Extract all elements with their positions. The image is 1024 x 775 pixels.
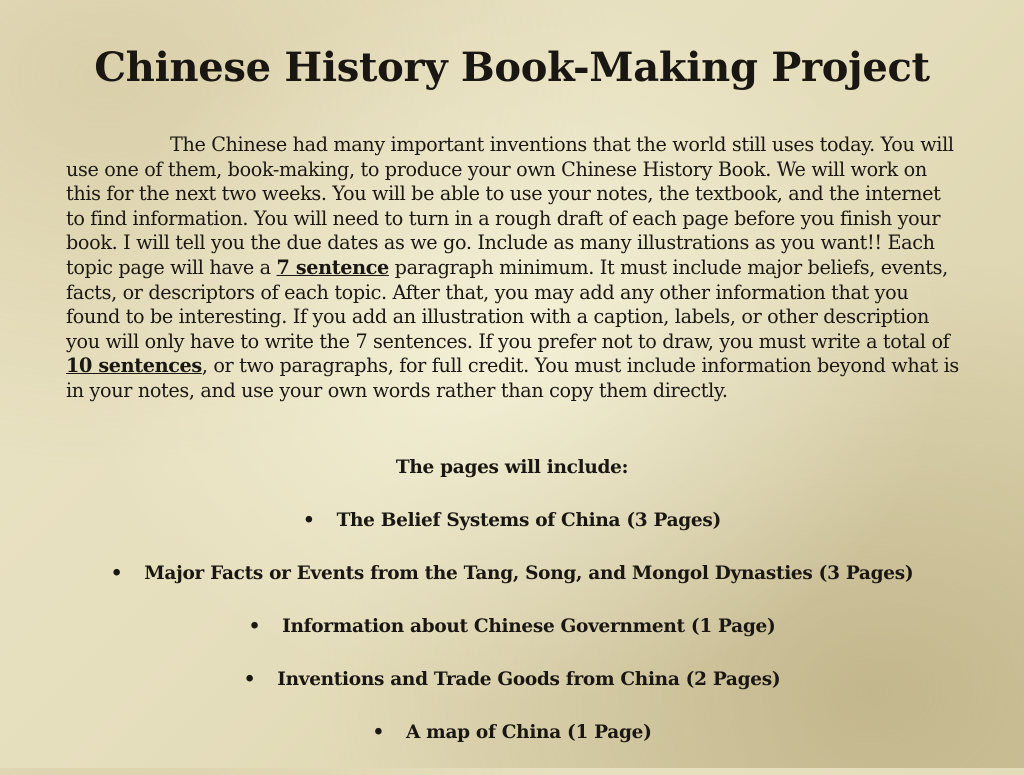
list-item — [0, 563, 1024, 616]
pages-list — [0, 510, 1024, 775]
list-item-label: The Belief Systems of China (3 Pages) — [336, 510, 721, 531]
list-item — [0, 616, 1024, 669]
list-item — [0, 510, 1024, 563]
bullet-icon: • — [372, 722, 384, 743]
list-item-label: A map of China (1 Page) — [405, 722, 652, 743]
instructions-text-part-2: paragraph minimum. It must include major beliefs, events, facts, or descriptors of each topic. After that, you may add any other information that you found to be interesting. If you add an illustration with a caption, labels, or other description you will only have to write the 7 sentences. If you prefer not to draw, you must write a total of — [66, 255, 950, 353]
pages-heading: The pages will include: — [395, 457, 629, 478]
list-item — [0, 669, 1024, 722]
bullet-icon: • — [303, 510, 315, 531]
ten-sentences-emphasis: 10 sentences — [66, 354, 202, 378]
instructions-text-part-3: , or two paragraphs, for full credit. You must include information beyond what is in your notes, and use your own words rather than copy them directly. — [66, 354, 959, 402]
bullet-icon: • — [243, 669, 256, 690]
seven-sentence-emphasis: 7 sentence — [276, 255, 389, 279]
list-item-label: Major Facts or Events from the Tang, Song, and Mongol Dynasties (3 Pages) — [144, 563, 914, 584]
list-item-label: Inventions and Trade Goods from China (2 Pages) — [277, 669, 781, 690]
instructions-paragraph — [66, 133, 962, 404]
list-item — [0, 722, 1024, 775]
instructions-text-part-1: The Chinese had many important inventions that the world still uses today. You will use one of them, book-making, to produce your own Chinese History Book. We will work on this for the next two weeks. You will be able to use your notes, the textbook, and the internet to find information. You will need to turn in a rough draft of each page before you finish your book. I will tell you the due dates as we go. Include as many illustrations as you want!! Each topic page will have a — [66, 133, 954, 279]
list-item-label: Information about Chinese Government (1 Page) — [282, 616, 776, 637]
bullet-icon: • — [248, 616, 261, 637]
bullet-icon: • — [110, 563, 123, 584]
slide-title: Chinese History Book-Making Project — [94, 44, 930, 91]
